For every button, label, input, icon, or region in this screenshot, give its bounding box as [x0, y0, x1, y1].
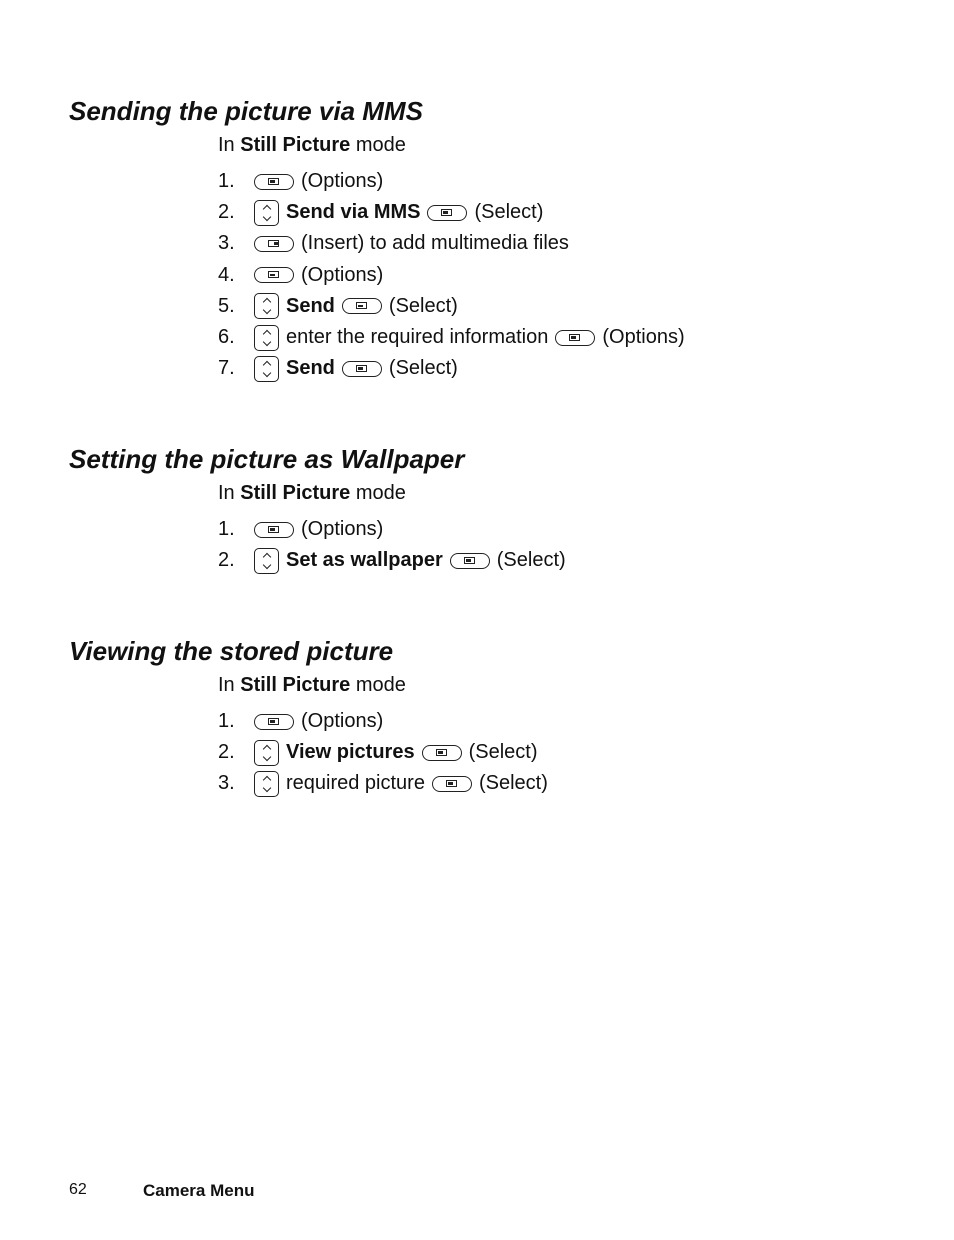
left-soft-key-icon [342, 361, 382, 377]
navigation-key-icon [254, 293, 279, 319]
navigation-key-icon [254, 356, 279, 382]
navigation-key-icon [254, 200, 279, 226]
step-list [218, 514, 566, 576]
step-item: 1. (Options) [218, 170, 384, 193]
left-soft-key-icon [422, 745, 462, 761]
step-item: 1. (Options) [218, 710, 384, 733]
section-title: Sending the picture via MMS [69, 96, 423, 126]
step-item: 6. enter the required information (Options) [218, 322, 685, 353]
page-footer [0, 1181, 954, 1205]
navigation-key-icon [254, 771, 279, 797]
navigation-key-icon [254, 740, 279, 766]
step-item: 3. (Insert) to add multimedia files [218, 232, 569, 255]
step-item: 1. (Options) [218, 518, 384, 541]
left-soft-key-icon [342, 298, 382, 314]
intro-line: In Still Picture mode [218, 134, 406, 156]
left-soft-key-icon [254, 267, 294, 283]
step-item: 4. (Options) [218, 263, 384, 286]
intro-line: In Still Picture mode [218, 674, 406, 696]
navigation-key-icon [254, 325, 279, 351]
step-item: 2. Set as wallpaper (Select) [218, 545, 566, 576]
left-soft-key-icon [254, 522, 294, 538]
left-soft-key-icon [432, 776, 472, 792]
intro-line: In Still Picture mode [218, 482, 406, 504]
left-soft-key-icon [427, 205, 467, 221]
step-list [218, 166, 685, 384]
section-title: Viewing the stored picture [69, 636, 394, 666]
step-item: 7. Send (Select) [218, 353, 685, 384]
step-item: 5. Send (Select) [218, 291, 685, 322]
left-soft-key-icon [254, 714, 294, 730]
chapter-title: Camera Menu [143, 1181, 255, 1200]
page-number: 62 [69, 1181, 87, 1198]
left-soft-key-icon [555, 330, 595, 346]
step-item: 2. Send via MMS (Select) [218, 197, 685, 228]
navigation-key-icon [254, 548, 279, 574]
left-soft-key-icon [254, 174, 294, 190]
right-soft-key-icon [254, 236, 294, 252]
step-item: 3. required picture (Select) [218, 768, 548, 799]
left-soft-key-icon [450, 553, 490, 569]
step-list [218, 706, 548, 800]
step-item: 2. View pictures (Select) [218, 737, 548, 768]
section-title: Setting the picture as Wallpaper [69, 444, 465, 474]
